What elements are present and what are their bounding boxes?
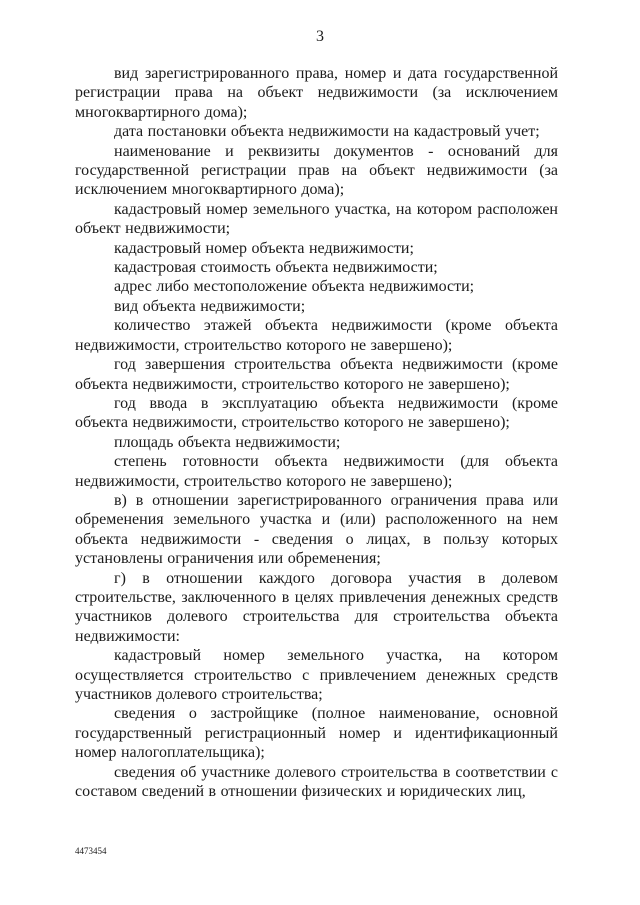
paragraph: кадастровая стоимость объекта недвижимости; — [114, 259, 438, 277]
paragraph: вид зарегистрированного права, номер и дата государственной регистрации права на объект недвижимости (за исключением многоквартирного дома); — [75, 65, 558, 121]
paragraph: год ввода в эксплуатацию объекта недвижимости (кроме объекта недвижимости, строительство которого не завершено); — [75, 394, 558, 432]
paragraph: вид объекта недвижимости; — [114, 297, 306, 315]
paragraph: в) в отношении зарегистрированного ограничения права или обременения земельного участка и (или) расположенного на нем объекта недвижимости - сведения о лицах, в пользу которых установлены ограничения или обременения; — [75, 491, 558, 568]
paragraph: кадастровый номер земельного участка, на котором осуществляется строительство с привлечением денежных средств участников долевого строительства; — [75, 647, 558, 703]
paragraph: площадь объекта недвижимости; — [114, 433, 341, 451]
paragraph: дата постановки объекта недвижимости на кадастровый учет; — [114, 123, 540, 141]
paragraph: сведения об участнике долевого строительства в соответствии с составом сведений в отношении физических и юридических лиц, — [75, 763, 558, 801]
paragraph: наименование и реквизиты документов - оснований для государственной регистрации прав на объект недвижимости (за исключением многоквартирного дома); — [75, 142, 558, 199]
paragraph: кадастровый номер объекта недвижимости; — [114, 239, 414, 257]
paragraph: степень готовности объекта недвижимости (для объекта недвижимости, строительство которого не завершено); — [75, 453, 558, 490]
paragraph: сведения о застройщике (полное наименование, основной государственный регистрационный номер и идентификационный номер налогоплательщика); — [75, 705, 558, 762]
paragraph: кадастровый номер земельного участка, на котором расположен объект недвижимости; — [75, 200, 558, 238]
page-number: 3 — [316, 28, 324, 45]
paragraph: адрес либо местоположение объекта недвижимости; — [114, 278, 475, 296]
document-id: 4473454 — [75, 846, 107, 856]
document-body — [75, 64, 558, 801]
paragraph: количество этажей объекта недвижимости (кроме объекта недвижимости, строительство которого не завершено); — [75, 317, 558, 354]
paragraph: г) в отношении каждого договора участия в долевом строительстве, заключенного в целях привлечения денежных средств участников долевого строительства для строительства объекта недвижимости: — [75, 569, 558, 645]
paragraph: год завершения строительства объекта недвижимости (кроме объекта недвижимости, строительство которого не завершено); — [75, 356, 558, 393]
